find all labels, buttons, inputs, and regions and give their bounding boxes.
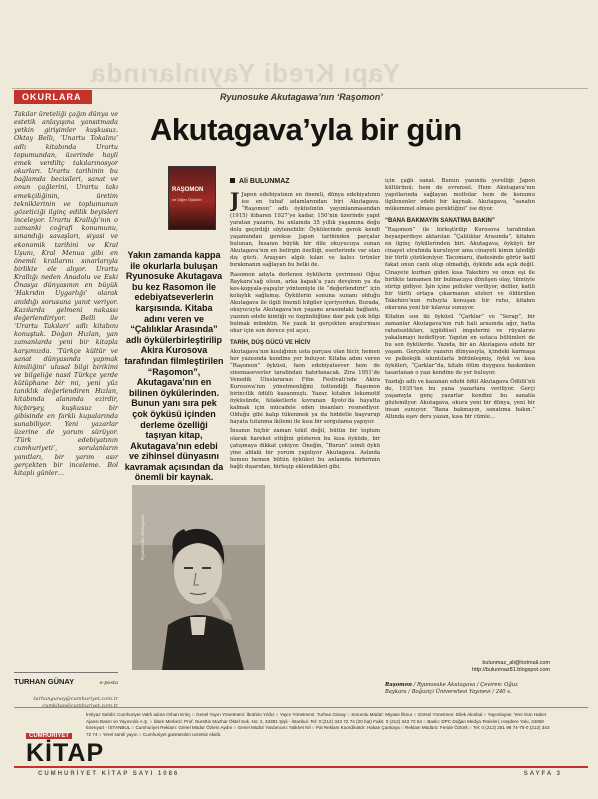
- book-cover-subtitle: ve Diğer Öyküler: [172, 197, 202, 202]
- imprint-text: İmtiyaz Sahibi: Cumhuriyet Vakfı adına Orhan Erinç ○ Genel Yayın Yönetmeni: İbrahim Yıldız ○ Yayın Yönetmeni: Turhan Günay ○ Sorumlu Müdür: Miyase İlknur ○ Görsel Yönetmen: Dilek Akınbal ○ Yayımlayan: Yeni Gün Haber Ajansı Basın ve Yayıncılık A.Ş. ○ İdare Merkezi: Prof. Nurettin Mazhar Öktel Sok. No: 2, 34381 Şişli - İstanbul. Tel: 0 (212) 343 72 74 (20 hat) Faks: 0 (212) 343 72 64 ○ Baskı: DPC Doğan Medya Tesisleri, Hoşdere Yolu, 34850 Esenyurt - İSTANBUL ○ Cumhuriyet Reklam: Genel Müdür Özlem Aydın ○ Genel Müdür Yardımcısı: Nükhet Nil ○ Pal Reklam Koordinatör: Hakan Çankaya ○ Reklam Müdürü: Feride Öztürk ○ Tel: 0 (212) 251 98 74-75-0 (212) 343 72 74 ○ Yerel süreli yayın ○ Cumhuriyet gazetesinin ücretsiz ekidir.: [86, 712, 550, 737]
- author-contact: [440, 660, 550, 674]
- byline-square-icon: [230, 178, 235, 183]
- article-paragraph: Kitabın son iki öyküsü “Çarklar” ve “Serap”, bir zamanlar Akutagava’nın ruh hali arasında ağır, hatta rahatsızlıkları, içgüdüsel imgelerini ve rüyalarını yakalamayı hedefliyor. Yapıtın en ustaca bölümleri de bu son öykülerde. Yazıda, bir an Akutagava edebi bir yaşam. Gerçekte yazarın dünyasıyla, içindeki karmaşa ve psikolojik sıkıntılarla bütünleşmiş, öykü ve kısa öyküleri, “Çarklar”da, kitabı ölüm duygusu baskınken tasarlanan o yazı kendine de yer buluyor.: [385, 313, 535, 377]
- article-paragraph: Yazdığı adlı ve kazanan edebi ödül Akutagava Ödülü’nü de, 1935’ten bu yana yazarlara veriliyor. Gerçi yaşamıyla genç yazarlar kendini bu sanatla gözlemliyor. Akutagava, okura yeni bir dünya, yeni bir insan sunuyor. “Bana bakmayın, sanatıma bakın.” Altında eşev ders yazan, kısa bir cümle…: [385, 379, 535, 421]
- left-column: [14, 90, 118, 755]
- article-paragraph: J Japon edebiyatının en önemli, dünya edebiyatının ise en tuhaf adamlarından biri Akutagava. “Raşomon” adlı öyküsünün yayımlanmasından (1915) itibaren 1927’ye kadar, 150’nin üzerinde yapıt yaratan yazarın, bu anlamda 35 yıllık yaşamına doğu dolu geçirdiği söylenebilir. Öykülerinde gerek kendi yaşamından gerekse Japon tarihinden parçalar bulunan, İnsanın büyük bir dile okuyucuya sunan Akutagava’nın en belirgin özelliği, eserlerinde var olan dış gücü. Araşyarı algılı kılan ve kalıcı ürünler bırakmanın sağlayan bu belki de.: [230, 192, 380, 269]
- byline-author: Ali BULUNMAZ: [239, 178, 290, 185]
- kicker: Ryunosuke Akutagawa’nın ‘Raşomon’: [220, 92, 383, 102]
- section-tag: OKURLARA: [14, 90, 92, 104]
- editor-name: TURHAN GÜNAY: [14, 677, 75, 686]
- book-cover-title: RAŞOMON: [172, 187, 204, 193]
- article-paragraph: İnsanın hiçbir zaman tekil değil, bütün bir toplum olarak hareket ettiğini gösteren bu kısa öyküde, bir çatışmaya dikkat çekiyor. Öneğin, “Burun” isimli öykü yine ahlaki bir yorum yapılıyor Akutagava. Aslında hemen hemen bütün öyküleri bu anlamda birbirinin bağlı dışarıdan, birleşip eklendikleri gibi.: [230, 428, 380, 470]
- article-subheading: TARİH, DÜŞ GÜCÜ VE HİCİV: [230, 339, 311, 346]
- article-paragraph: “Raşomon” ile birleştirilip Kurosova tarafından beyazperdeye aktarılan “Çalılıklar Arasında”, kitabın en ilginç öykülerinden biri. Akutagava, öyküyü bir cinayet etrafında kuruluyor ama cinayeti kimin işlediği bir türlü çözülemiyor. Tacomaru, ifadesinde görür katil fakat onun canlı olup olmadığı, öyküde ada açık değil. Cinayete kurban giden kısa Takehiro ve onun eşi ile birlikte tamamen bir bulmacaya dönüşen olay, tümüyle sürüp gidiyor. İşin içine polisler veriliyor, deliler, katili bir türlü ortaya çıkarmanın sözleri ve öldürülen Takehiro’nun ruhuyla konuşan bir ruhu, kitabın okuruna yeni bir kılavuz sunuyor.: [385, 227, 535, 311]
- author-blog[interactable]: http://bulunmaz81.blogspot.com: [472, 667, 550, 673]
- byline: [230, 178, 290, 185]
- headline: Akutagava’yla bir gün: [150, 112, 462, 147]
- editor-note-text: Takılar üreteliği çağın dünya ve estetik anlayışına yansıtmada yetkin girişimler kuşkusuz. Oktay Bellı, ‘Unartu Tokalını’ adlı kitabında Urartu topumundan, üzerinde hayli emek verdiltç takılarınosyor okurları. Urartu tarihinin bu bağlamda becisileri, sanat ve onun çağlerini, Urartu takı emekçiliğinin, üretim tekniklerinin ve topluınunun gözeticiği ilginç edilik beyisleri inceleyor. Urartu Krallığı’nın o zamanki coğrafi konumunu, sınandığı savaşları, siyasi ve ekonomik tarihini ve Kral Uşunı, Kral Menua gibi en önemli krallarını sınarlarıyla birlikte ele alıyor. Urartu Krallığı neden Anadolu ve Eski Önasya dünyasının en büyük ‘Hakrıdın Uygarlığı’ olarak anıldığı sorusuna yanıt veriyor. Kazılarda gelmeni nakassı değerlendiriyor. Belli ile ‘Urartu Takıları’ adlı kitabını konuştuk. Doğan Hızlan, yan zamanlarda yeni bir kitapla karşımızda. ‘Türkçe kültür ve sanat dünyasında yapmak kimiliğini’ ulusal bilgi birikimi ve bilgeliğe nasıl Türkçe yerde kütüphane bir mi, yeni yüz tanıklık değerlendiren Hızlan, kitabında alanında ezirdir, hiçbirşey, kuşkusuz bir gibisinde en farklı kupalarında sunabiliyor. Yeni yazarlar üzerine de yorum sürüyor. ‘Türk edebiyatının cumhuriyeti’, sorulanların yanıtları, bir yarım asır gerçekten bir inceleme. Bol kitaplı günler…: [14, 110, 118, 477]
- photo-caption: Ryunosuke Akutagawa: [140, 514, 145, 560]
- article-column-1: [230, 192, 380, 662]
- article-column-2: [385, 178, 535, 643]
- logo-small-text: CUMHURİYET: [26, 733, 72, 739]
- email-label: e-posta: [99, 680, 118, 686]
- bleed-through-text: Yapı Kredi Yayınlarında: [90, 58, 401, 88]
- page-number: SAYFA 3: [523, 771, 562, 777]
- pull-quote: Yakın zamanda kappa ile okurlarla buluşan Ryunosuke Akutagava bu kez Rasomon ile edebiyatseverlerin karşısında. Kitaba adını veren ve “Çalılıklar Arasında” adlı öykülerbirleştirilip Akira Kurosova tarafından filmleştirilen “Raşomon”, Akutagava’nın en bilinen öykülerinden. Bunun yanı sıra pek çok öyküsü içinden derleme özelliği taşıyan kitap, Akutagava’nın edebi ve zihinsel dünyasını kavramak açısından da önemli bir kaynak.: [124, 250, 224, 483]
- book-cover-image: [168, 166, 216, 230]
- book-info-title: Raşomon: [385, 682, 412, 688]
- logo-text: KİTAP: [26, 739, 105, 767]
- book-info-note: [385, 682, 535, 696]
- drop-cap: J: [230, 192, 240, 212]
- editor-email[interactable]: cumkitap@cumhuriyet.com.tr: [42, 703, 118, 709]
- author-email[interactable]: bulunmaz_ali@hotmail.com: [482, 660, 550, 666]
- bottom-accent-bar: [14, 766, 588, 768]
- article-paragraph: için çağlı sanat. Bunun yanında yerelliği Japon kültürünü; hem de evrensel. Hem Akutagava’nın yapıtlarında sağlayan mottolar hem de konumu ilgilenenler edebi bir kaynak. Akutagava, “sanatın mükemmel olması gerektiğini” ise diyor.: [385, 178, 535, 213]
- issue-label: CUMHURİYET KİTAP SAYI 1086: [38, 771, 180, 777]
- article-subheading: “BANA BAKMAYIN SANATIMA BAKIN”: [385, 218, 495, 225]
- top-rule: [12, 88, 588, 89]
- book-info-details: / Ryunosuke Akutagava / Çeviren: Oğuz Baykara / Boğaziçi Üniversitesi Yayınevi / 240 s.: [385, 682, 518, 695]
- editor-email[interactable]: turhangunay@cumhuriyet.com.tr: [33, 696, 118, 702]
- footer-rule: [14, 707, 588, 708]
- article-paragraph: Rasomon adıyla derlenen öykülerin çevirmeni Oğuz Baykara’sağ olsun, arka kapak’a yazı devşiren ya da kes-kopyala-yapıştır yöntemiyle ile “değerlendirir” için kolaylık sağlamış. Öykülerin sonuna sunanı olduğu Akutagava ile ilgili önemli bilgiler içeriyordun. Burada, okuyucuyla Akutagava’nın yaşamı arasındaki bağlantı, yazının edebi kimliği ve özgünlüğüne dair pek çok bilgi bulmak mümkün. Ne yazık ki gerçekten araştırması okur için son derece yol açıcı.: [230, 271, 380, 334]
- editor-author: [14, 672, 118, 686]
- article-paragraph: Akutagava’nın kısılığının usta parçası olan hicir, hemen her yazısında kendine yer buluyor. Kitaba adını veren “Raşomon” öyküsü, hem edebiyatsever hem de sinemaseverler tarafından hatırlanacak. Zira 1951’de Venedik Uluslararası Film Festivali’nde Akira Kurosova’nın yönetmenliğini üstlendiği Raşomon birincilik ödülü kazanmıştı. Yazar, kitabın lokomotif öyküsünde, felaketlerle kıvranan Kyoto’da hayatta kalmak için mücadele eden insanları resmediyor. Olduğu gibi kalıp tükenmek ya da hiddetle başvurup hayata tutunma ikilemi ile kısa bir sorgulama yapıyor.: [230, 348, 380, 426]
